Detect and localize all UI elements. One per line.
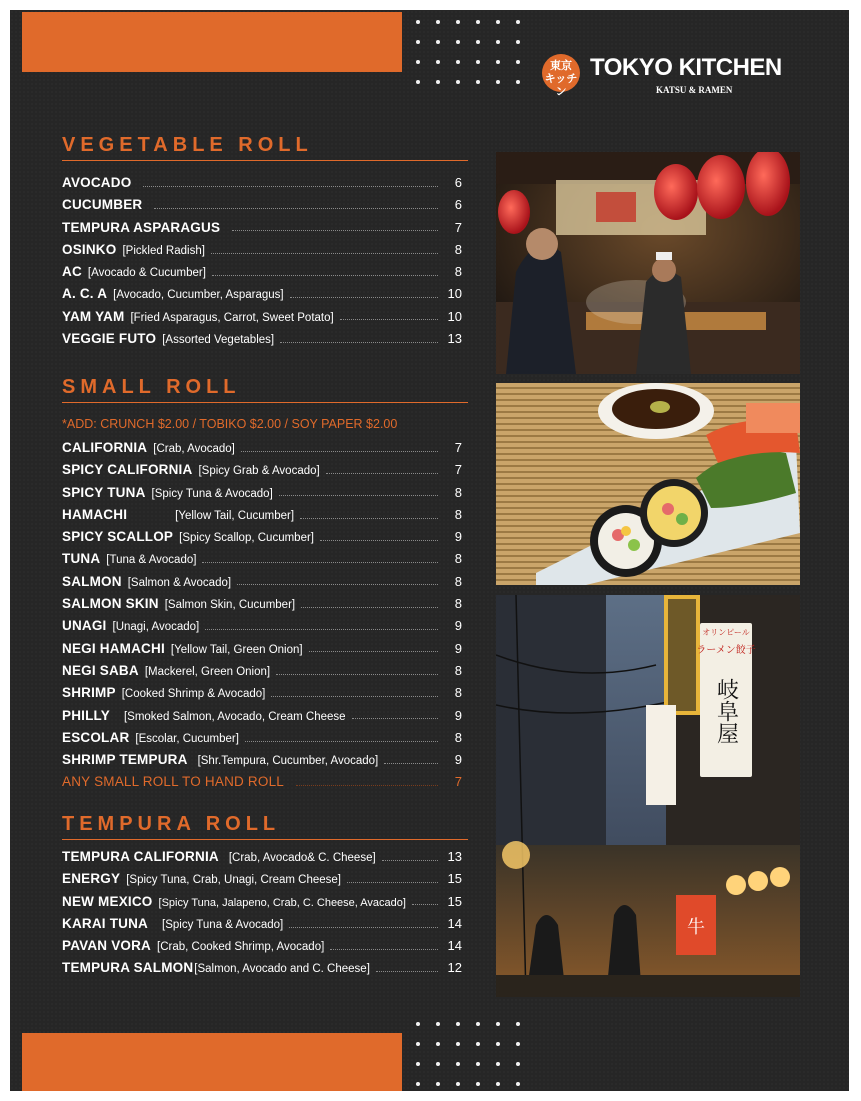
menu-item: AVOCADO 6 [62,175,462,190]
small-roll-list [62,440,462,797]
sushi-plate-image [496,383,800,585]
menu-item: SALMON SKIN [Salmon Skin, Cucumber] 8 [62,596,462,612]
menu-item: PAVAN VORA [Crab, Cooked Shrimp, Avocado] 14 [62,938,462,954]
vegetable-roll-list [62,175,462,353]
menu-item: ESCOLAR [Escolar, Cucumber] 8 [62,729,462,745]
top-dot-grid [416,20,520,84]
menu-page [10,10,849,1091]
top-orange-bar [22,12,402,72]
photo-sushi-plate [496,383,800,585]
menu-item: AC [Avocado & Cucumber] 8 [62,264,462,280]
menu-item: ENERGY [Spicy Tuna, Crab, Unagi, Cream Cheese] 15 [62,871,462,887]
tempura-roll-list [62,849,462,983]
menu-item: PHILLY [Smoked Salmon, Avocado, Cream Cheese 9 [62,707,462,723]
section-title-tempura-roll: TEMPURA ROLL [62,813,281,835]
menu-item: TEMPURA ASPARAGUS 7 [62,219,462,235]
menu-item: HAMACHI [Yellow Tail, Cucumber] 8 [62,506,462,522]
menu-item: UNAGI [Unagi, Avocado] 9 [62,618,462,634]
menu-item: VEGGIE FUTO [Assorted Vegetables] 13 [62,331,462,347]
menu-item: NEW MEXICO [Spicy Tuna, Jalapeno, Crab, C. Cheese, Avacado] 15 [62,893,462,909]
menu-item: TEMPURA SALMON [Salmon, Avocado and C. Cheese] 12 [62,960,462,976]
tokyo-alley-image [496,595,800,997]
section-title-small-roll: SMALL ROLL [62,376,241,398]
section-title-vegetable-roll: VEGETABLE ROLL [62,134,313,156]
brand-subtitle: KATSU & RAMEN [656,85,733,95]
menu-item: TEMPURA CALIFORNIA [Crab, Avocado& C. Cheese] 13 [62,849,462,864]
menu-item: OSINKO [Pickled Radish] 8 [62,241,462,257]
alley-sign-gifuya: 岐阜屋 [713,678,739,744]
menu-item: SHRIMP TEMPURA [Shr.Tempura, Cucumber, Avocado] 9 [62,752,462,768]
small-roll-addon-note: *ADD: CRUNCH $2.00 / TOBIKO $2.00 / SOY PAPER $2.00 [62,417,398,431]
menu-item: NEGI SABA [Mackerel, Green Onion] 8 [62,662,462,678]
menu-item: SPICY SCALLOP [Spicy Scallop, Cucumber] 9 [62,529,462,545]
menu-item: YAM YAM [Fried Asparagus, Carrot, Sweet Potato] 10 [62,308,462,324]
street-food-stall-image [496,152,800,374]
brand-logo [542,52,822,100]
section-rule [62,839,468,840]
menu-item: NEGI HAMACHI [Yellow Tail, Green Onion] 9 [62,640,462,656]
menu-item: CUCUMBER 6 [62,197,462,213]
alley-sign-ramen: オリンピール [702,628,750,637]
menu-item: SHRIMP [Cooked Shrimp & Avocado] 8 [62,685,462,701]
menu-item: CALIFORNIA [Crab, Avocado] 7 [62,440,462,455]
photo-tokyo-alley [496,595,800,997]
section-rule [62,402,468,403]
section-rule [62,160,468,161]
bottom-dot-grid [416,1022,520,1086]
alley-sign-ramen-gyoza: ラーメン餃子 [696,645,756,656]
menu-item: A. C. A [Avocado, Cucumber, Asparagus] 10 [62,286,462,302]
menu-item: SPICY TUNA [Spicy Tuna & Avocado] 8 [62,484,462,500]
menu-item-hand-roll-upgrade: ANY SMALL ROLL TO HAND ROLL 7 [62,774,462,790]
menu-item: KARAI TUNA [Spicy Tuna & Avocado] 14 [62,915,462,931]
menu-item: SPICY CALIFORNIA [Spicy Grab & Avocado] 7 [62,462,462,478]
menu-item: SALMON [Salmon & Avocado] 8 [62,573,462,589]
photo-street-food-stall [496,152,800,374]
alley-sign-ushi: 牛 [687,917,705,938]
bottom-orange-bar [22,1033,402,1091]
brand-badge-icon: 東京 キッチン [542,54,580,92]
menu-item: TUNA [Tuna & Avocado] 8 [62,551,462,567]
brand-name: TOKYO KITCHEN [590,54,782,81]
